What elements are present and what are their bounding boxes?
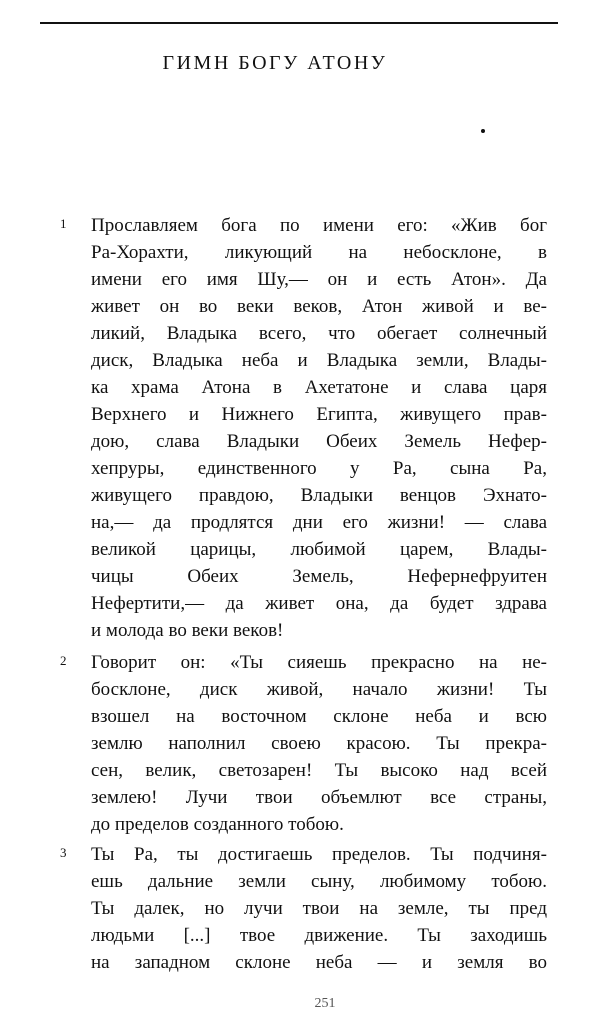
paragraph-number: 3 bbox=[60, 845, 67, 860]
text-line: Нефертити,— да живет она, да будет здрава bbox=[91, 593, 547, 614]
text-line: Верхнего и Нижнего Египта, живущего прав- bbox=[91, 404, 547, 425]
top-rule bbox=[40, 22, 558, 24]
text-line: до пределов созданного тобою. bbox=[91, 814, 344, 835]
text-line: ликий, Владыка всего, что обегает солнечный bbox=[91, 323, 547, 344]
text-line: взошел на восточном склоне неба и всю bbox=[91, 706, 547, 727]
text-line: землею! Лучи твои объемлют все страны, bbox=[91, 787, 547, 808]
text-line: босклоне, диск живой, начало жизни! Ты bbox=[91, 679, 547, 700]
text-line: чицы Обеих Земель, Нефернефруитен bbox=[91, 566, 547, 587]
paragraph-number: 1 bbox=[60, 216, 67, 231]
text-line: хепруры, единственного у Ра, сына Ра, bbox=[91, 458, 547, 479]
text-line: дою, слава Владыки Обеих Земель Нефер- bbox=[91, 431, 547, 452]
text-line: и молода во веки веков! bbox=[91, 620, 284, 641]
text-line: Прославляем бога по имени его: «Жив бог bbox=[91, 215, 547, 236]
text-line: людьми [...] твое движение. Ты заходишь bbox=[91, 925, 547, 946]
text-line: диск, Владыка неба и Владыка земли, Влады- bbox=[91, 350, 547, 371]
text-line: живет он во веки веков, Атон живой и ве- bbox=[91, 296, 547, 317]
text-line: Ра-Хорахти, ликующий на небосклоне, в bbox=[91, 242, 547, 263]
text-line: на западном склоне неба — и земля во bbox=[91, 952, 547, 973]
text-line: имени его имя Шу,— он и есть Атон». Да bbox=[91, 269, 547, 290]
text-line: живущего правдою, Владыки венцов Эхнато- bbox=[91, 485, 547, 506]
text-line: Ты Ра, ты достигаешь пределов. Ты подчиня- bbox=[91, 844, 547, 865]
text-line: землю наполнил своею красою. Ты прекра- bbox=[91, 733, 547, 754]
text-line: ка храма Атона в Ахетатоне и слава царя bbox=[91, 377, 547, 398]
text-line: на,— да продлятся дни его жизни! — слава bbox=[91, 512, 547, 533]
text-line: Ты далек, но лучи твои на земле, ты пред bbox=[91, 898, 547, 919]
paragraph-number: 2 bbox=[60, 653, 67, 668]
page-number: 251 bbox=[314, 996, 336, 1011]
text-line: сен, велик, светозарен! Ты высоко над всей bbox=[91, 760, 547, 781]
text-line: великой царицы, любимой царем, Влады- bbox=[91, 539, 547, 560]
text-line: Говорит он: «Ты сияешь прекрасно на не- bbox=[91, 652, 547, 673]
page-title: ГИМН БОГУ АТОНУ bbox=[162, 52, 388, 74]
ornament-dot bbox=[481, 129, 485, 133]
text-line: ешь дальние земли сыну, любимому тобою. bbox=[91, 871, 547, 892]
